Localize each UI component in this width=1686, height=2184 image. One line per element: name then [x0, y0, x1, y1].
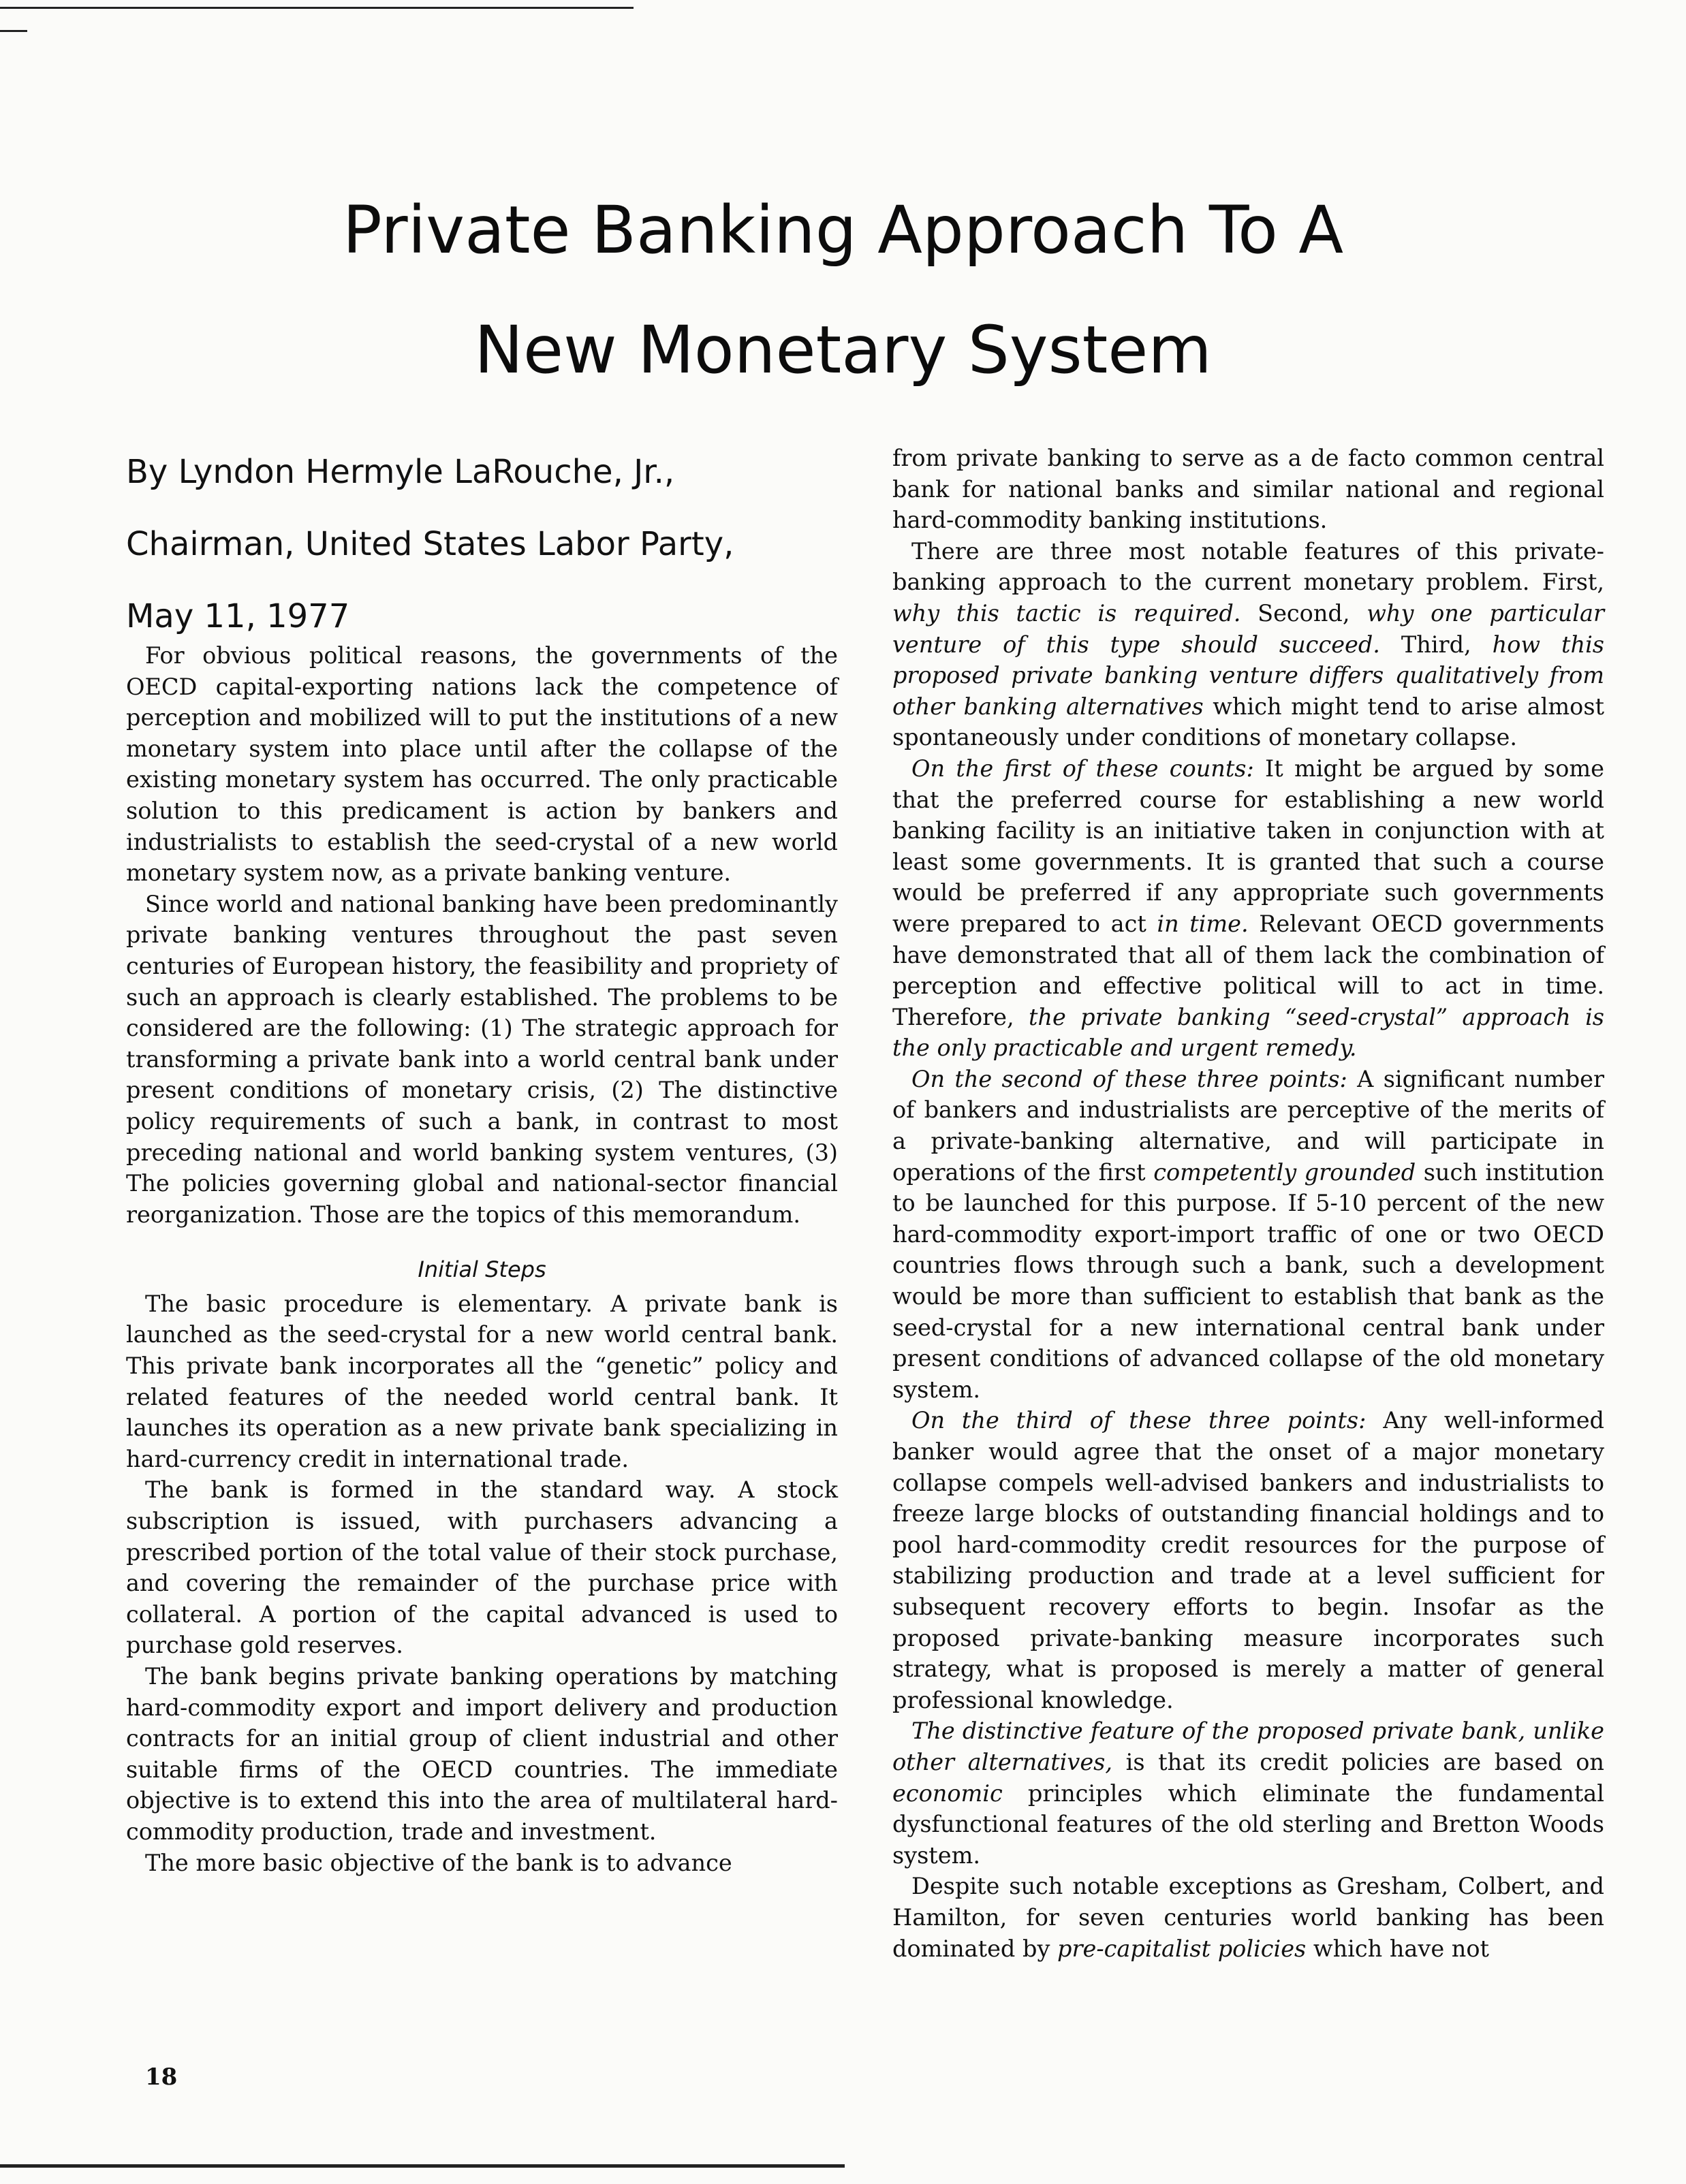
text-run: Third, [1379, 631, 1493, 658]
text-run: which might tend to arise almost spontaneously under conditions of monetary collapse. [892, 693, 1604, 751]
byline-date: May 11, 1977 [126, 597, 350, 635]
paragraph [892, 753, 1604, 1064]
title-line-2: New Monetary System [474, 312, 1212, 388]
italic-text: the private banking “seed-crystal” approach is the only practicable and urgent remedy. [892, 1003, 1604, 1062]
text-run: Relevant OECD governments have demonstrated that all of them lack the combination of perception and effective political will to act in time. Therefore, [892, 910, 1605, 1030]
paragraph [892, 1405, 1604, 1715]
paragraph: The bank begins private banking operations by matching hard-commodity export and import delivery and production contracts for an initial group of client industrial and other suitable firms of the OECD countries. The immediate objective is to extend this into the area of multilateral hard-commodity production, trade and investment. [126, 1663, 838, 1845]
italic-text: why this tactic is required. [892, 599, 1241, 627]
paragraph [892, 1871, 1604, 1964]
paragraph: The more basic objective of the bank is to advance [145, 1849, 732, 1876]
byline [126, 436, 875, 652]
italic-text: why one particular venture of this type should succeed. [892, 599, 1604, 658]
text-run: Second, [1240, 599, 1367, 627]
text-run: It might be argued by some that the preferred course for establishing a new world banking facility is an initiative taken in conjunction with at least some governments. It is granted that such a course would be preferred if any appropriate such governments were prepared to act [892, 755, 1604, 937]
paragraph [892, 536, 1604, 753]
title-line-1: Private Banking Approach To A [342, 192, 1344, 268]
paragraph: Since world and national banking have been predominantly private banking ventures throughout the past seven centuries of European history, the feasibility and propriety of such an approach is clearly established. The problems to be considered are the following: (1) The strategic approach for transforming a private bank into a world central bank under present conditions of monetary crisis, (2) The distinctive policy requirements of such a bank, in contrast to most preceding national and world banking system ventures, (3) The policies governing global and national-sector financial reorganization. Those are the topics of this memorandum. [126, 890, 838, 1228]
italic-text: how this proposed private banking venture differs qualitatively from other banking alternatives [892, 631, 1604, 720]
left-column [126, 640, 838, 1878]
page-number: 18 [145, 2063, 178, 2091]
text-run: principles which eliminate the fundamental dysfunctional features of the old sterling and Bretton Woods system. [892, 1779, 1604, 1869]
italic-text: competently grounded [1153, 1158, 1416, 1186]
top-rule [0, 7, 634, 9]
paragraph [892, 1064, 1604, 1406]
paragraph [892, 1715, 1604, 1871]
byline-author: By Lyndon Hermyle LaRouche, Jr., [126, 453, 675, 491]
paragraph: The basic procedure is elementary. A private bank is launched as the seed-crystal for a new world central bank. This private bank incorporates all the “genetic” policy and related features of the needed world central bank. It launches its operation as a new private bank specializing in hard-currency credit in international trade. [126, 1290, 838, 1472]
article-title [0, 170, 1686, 410]
italic-text: On the first of these counts: [911, 755, 1254, 782]
text-run: Any well-informed banker would agree that the onset of a major monetary collapse compels well-advised bankers and industrialists to freeze large blocks of outstanding financial holdings and to pool hard-commodity credit resources for the purpose of stabilizing production and trade at a level sufficient for subsequent recovery efforts to begin. Insofar as the proposed private-banking measure incorporates such strategy, what is proposed is merely a matter of general professional knowledge. [892, 1407, 1604, 1713]
italic-text: On the second of these three points: [911, 1065, 1347, 1092]
italic-text: On the third of these three points: [911, 1407, 1367, 1434]
top-rule-2 [0, 30, 27, 32]
paragraph: For obvious political reasons, the governments of the OECD capital-exporting nations lack the competence of perception and mobilized will to put the institutions of a new monetary system into place until after the collapse of the existing monetary system has occurred. The only practicable solution to this predicament is action by bankers and industrialists to establish the seed-crystal of a new world monetary system now, as a private banking venture. [126, 642, 838, 887]
right-column [892, 443, 1604, 1964]
text-run: which have not [1306, 1935, 1490, 1962]
text-run: Despite such notable exceptions as Gresham, Colbert, and Hamilton, for seven centuries world banking has been dominated by [892, 1873, 1604, 1962]
bottom-rule [0, 2164, 845, 2168]
italic-text: economic [892, 1779, 1003, 1807]
italic-text: The distinctive feature of the proposed private bank, unlike other alternatives, [892, 1718, 1604, 1775]
paragraph: from private banking to serve as a de facto common central bank for national banks and similar national and regional hard-commodity banking institutions. [892, 445, 1604, 534]
byline-position: Chairman, United States Labor Party, [126, 525, 734, 563]
text-run: There are three most notable features of this private-banking approach to the current monetary problem. First, [892, 537, 1604, 596]
paragraph: The bank is formed in the standard way. A stock subscription is issued, with purchasers advancing a prescribed portion of the total value of their stock purchase, and covering the remainder of the purchase price with collateral. A portion of the capital advanced is used to purchase gold reserves. [126, 1476, 838, 1659]
italic-text: pre-capitalist policies [1057, 1935, 1307, 1962]
section-heading: Initial Steps [418, 1256, 546, 1283]
italic-text: in time. [1157, 910, 1249, 937]
text-run: such institution to be launched for this purpose. If 5-10 percent of the new hard-commodity export-import traffic of one or two OECD countries flows through such a bank, such a development would be more than sufficient to establish that bank as the seed-crystal for a new international central bank under present conditions of advanced collapse of the old monetary system. [892, 1158, 1604, 1403]
text-run: is that its credit policies are based on [1112, 1748, 1604, 1775]
text-run: A significant number of bankers and industrialists are perceptive of the merits of a private-banking alternative, and will participate in operations of the first [892, 1065, 1604, 1186]
